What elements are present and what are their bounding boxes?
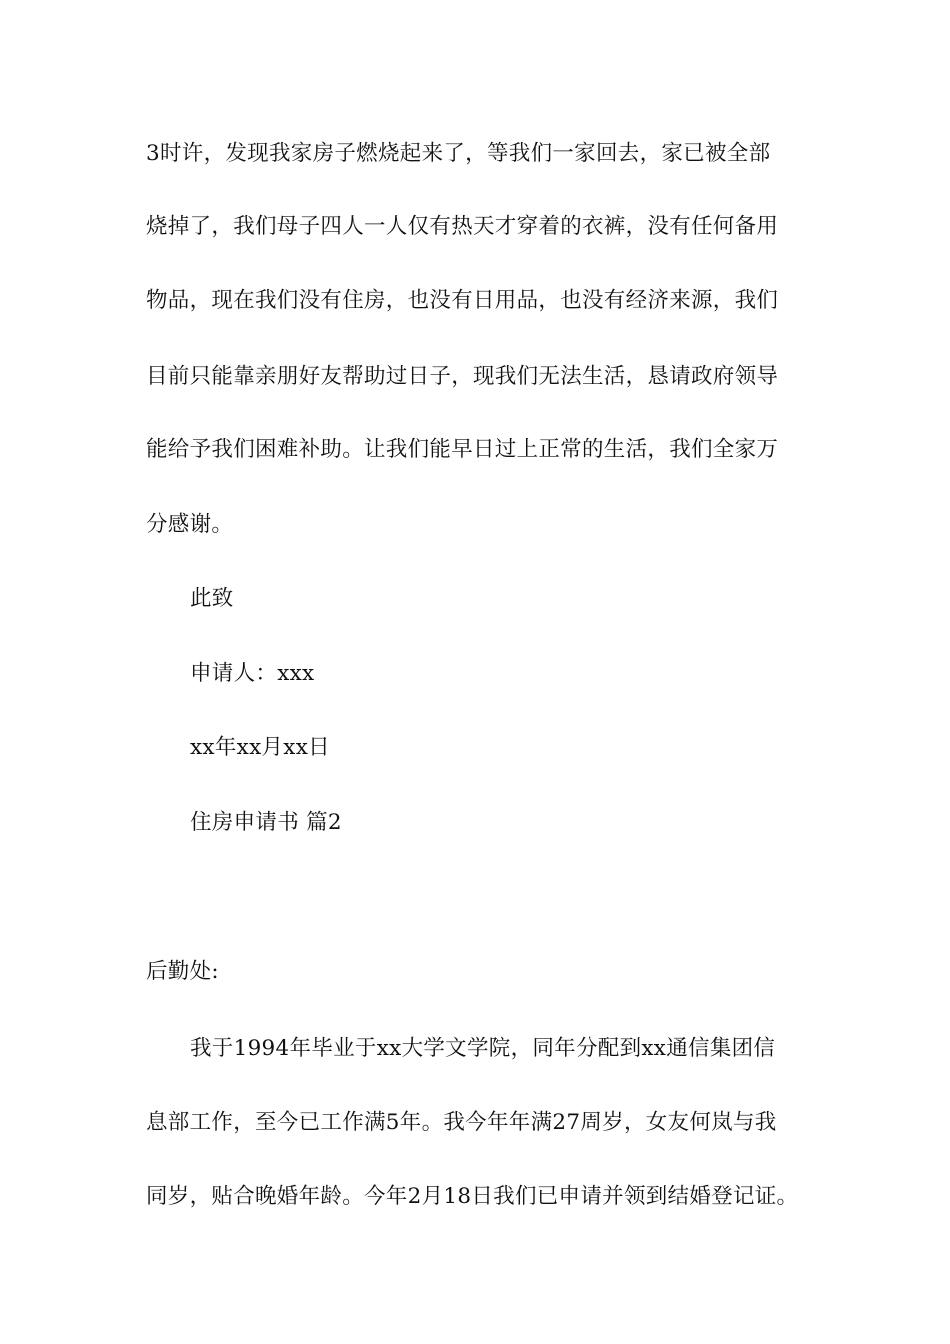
paragraph-line: 目前只能靠亲朋好友帮助过日子，现我们无法生活，恳请政府领导 (146, 364, 779, 389)
application-date: xx年xx月xx日 (190, 735, 330, 760)
recipient-line: 后勤处: (146, 959, 219, 984)
applicant-signature: 申请人：xxx (190, 661, 315, 686)
closing-salutation: 此致 (190, 586, 234, 611)
paragraph-line: 3时许，发现我家房子燃烧起来了，等我们一家回去，家已被全部 (146, 141, 771, 166)
paragraph-line: 分感谢。 (146, 512, 234, 537)
paragraph-line: 同岁，贴合晚婚年龄。今年2月18日我们已申请并领到结婚登记证。 (146, 1184, 799, 1209)
paragraph-line: 能给予我们困难补助。让我们能早日过上正常的生活，我们全家万 (146, 437, 779, 462)
section-title: 住房申请书 篇2 (190, 810, 342, 835)
paragraph-line: 烧掉了，我们母子四人一人仅有热天才穿着的衣裤，没有任何备用 (146, 214, 779, 239)
paragraph-line: 物品，现在我们没有住房，也没有日用品，也没有经济来源，我们 (146, 288, 779, 313)
paragraph-line: 息部工作，至今已工作满5年。我今年年满27周岁，女友何岚与我 (146, 1110, 777, 1135)
paragraph-line: 我于1994年毕业于xx大学文学院，同年分配到xx通信集团信 (190, 1036, 776, 1061)
